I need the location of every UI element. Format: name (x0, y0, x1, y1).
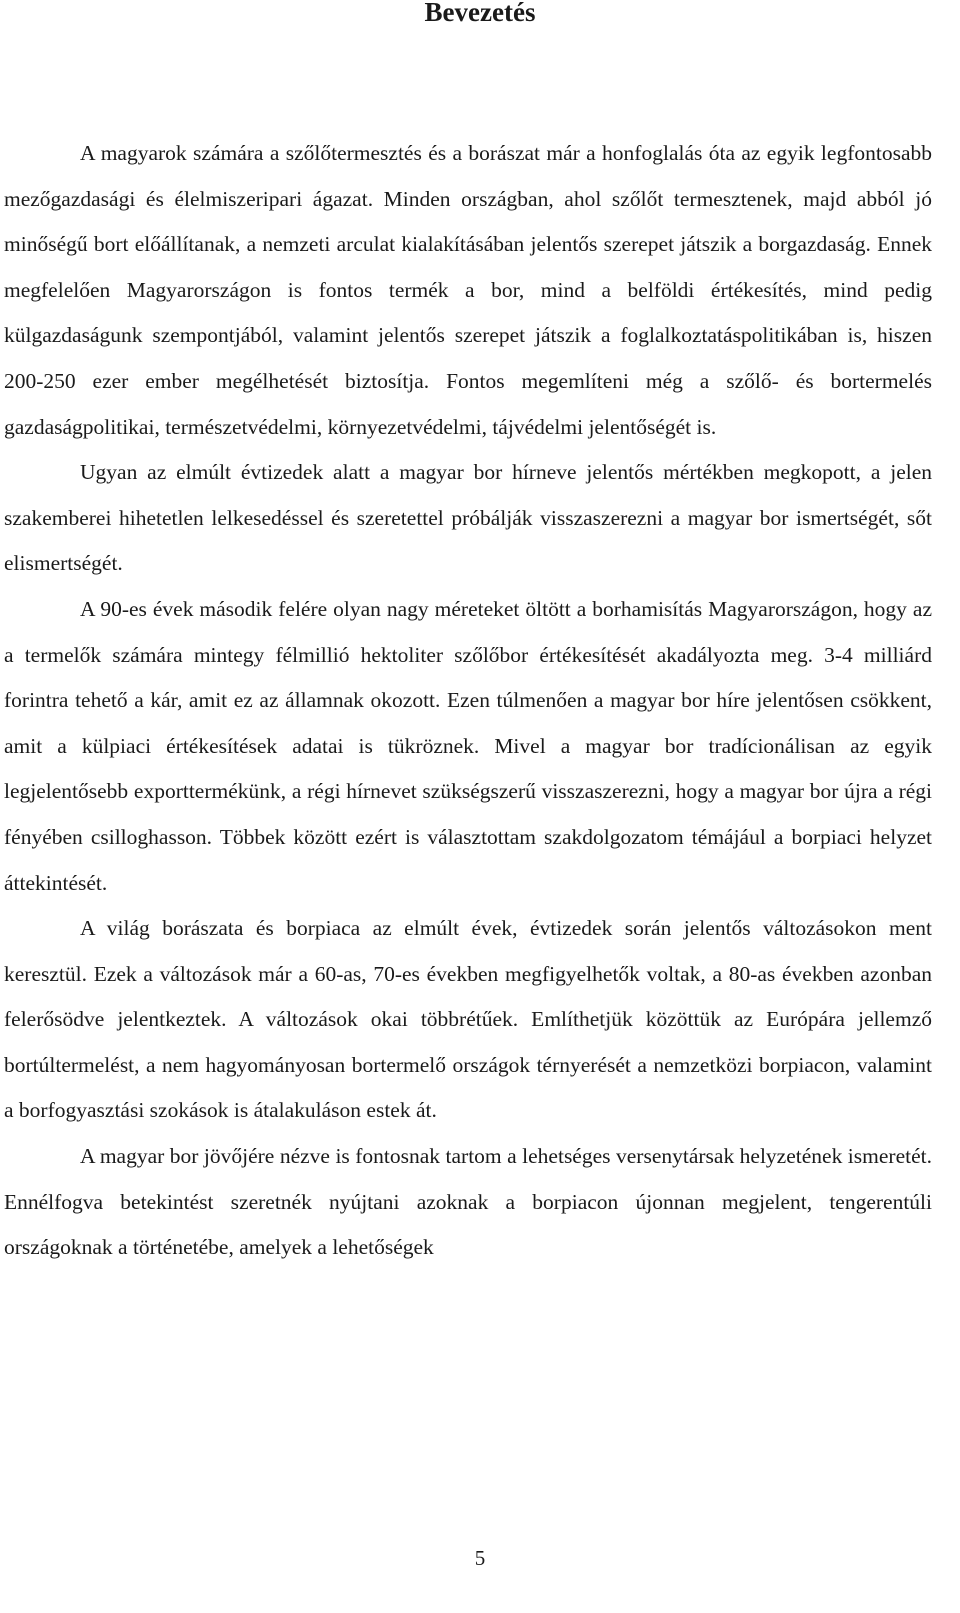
paragraph-4: A világ borászata és borpiaca az elmúlt évek, évtizedek során jelentős változásokon ment keresztül. Ezek a változások már a 60-as, 70-es években megfigyelhetők voltak, a 80-as években azonban felerősödve jelentkeztek. A változások okai többrétűek. Említhetjük közöttük az Európára jellemző bortúltermelést, a nem hagyományosan bortermelő országok térnyerését a nemzetközi borpiacon, valamint a borfogyasztási szokások is átalakuláson estek át. (4, 916, 932, 1123)
paragraph-2: Ugyan az elmúlt évtizedek alatt a magyar bor hírneve jelentős mértékben megkopott, a jelen szakemberei hihetetlen lelkesedéssel és szeretettel próbálják visszaszerezni a magyar bor ismertségét, sőt elismertségét. (4, 460, 932, 576)
page-number: 5 (474, 1546, 486, 1570)
paragraph-5: A magyar bor jövőjére nézve is fontosnak tartom a lehetséges versenytársak helyzetének ismeretét. Ennélfogva betekintést szeretnék nyújtani azoknak a borpiacon újonnan megjelent, tengerentúli országoknak a történetébe, amelyek a lehetőségek (4, 1144, 932, 1260)
body-text (4, 131, 932, 1271)
paragraph-3: A 90-es évek második felére olyan nagy méreteket öltött a borhamisítás Magyarországon, hogy az a termelők számára mintegy félmillió hektoliter szőlőbor értékesítését akadályozta meg. 3-4 milliárd forintra tehető a kár, amit ez az államnak okozott. Ezen túlmenően a magyar bor híre jelentősen csökkent, amit a külpiaci értékesítések adatai is tükröznek. Mivel a magyar bor tradícionálisan az egyik legjelentősebb exporttermékünk, a régi hírnevet szükségszerű visszaszerezni, hogy a magyar bor újra a régi fényében csilloghasson. Többek között ezért is választottam szakdolgozatom témájául a borpiaci helyzet áttekintését. (4, 596, 932, 895)
paragraph-1: A magyarok számára a szőlőtermesztés és a borászat már a honfoglalás óta az egyik legfontosabb mezőgazdasági és élelmiszeripari ágazat. Minden országban, ahol szőlőt termesztenek, majd abból jó minőségű bort előállítanak, a nemzeti arculat kialakításában jelentős szerepet játszik a borgazdaság. Ennek megfelelően Magyarországon is fontos termék a bor, mind a belföldi értékesítés, mind pedig külgazdaságunk szempontjából, valamint jelentős szerepet játszik a foglalkoztatáspolitikában is, hiszen 200-250 ezer ember megélhetését biztosítja. Fontos megemlíteni még a szőlő- és bortermelés gazdaságpolitikai, természetvédelmi, környezetvédelmi, tájvédelmi jelentőségét is. (4, 141, 932, 439)
page-title: Bevezetés (424, 0, 536, 27)
